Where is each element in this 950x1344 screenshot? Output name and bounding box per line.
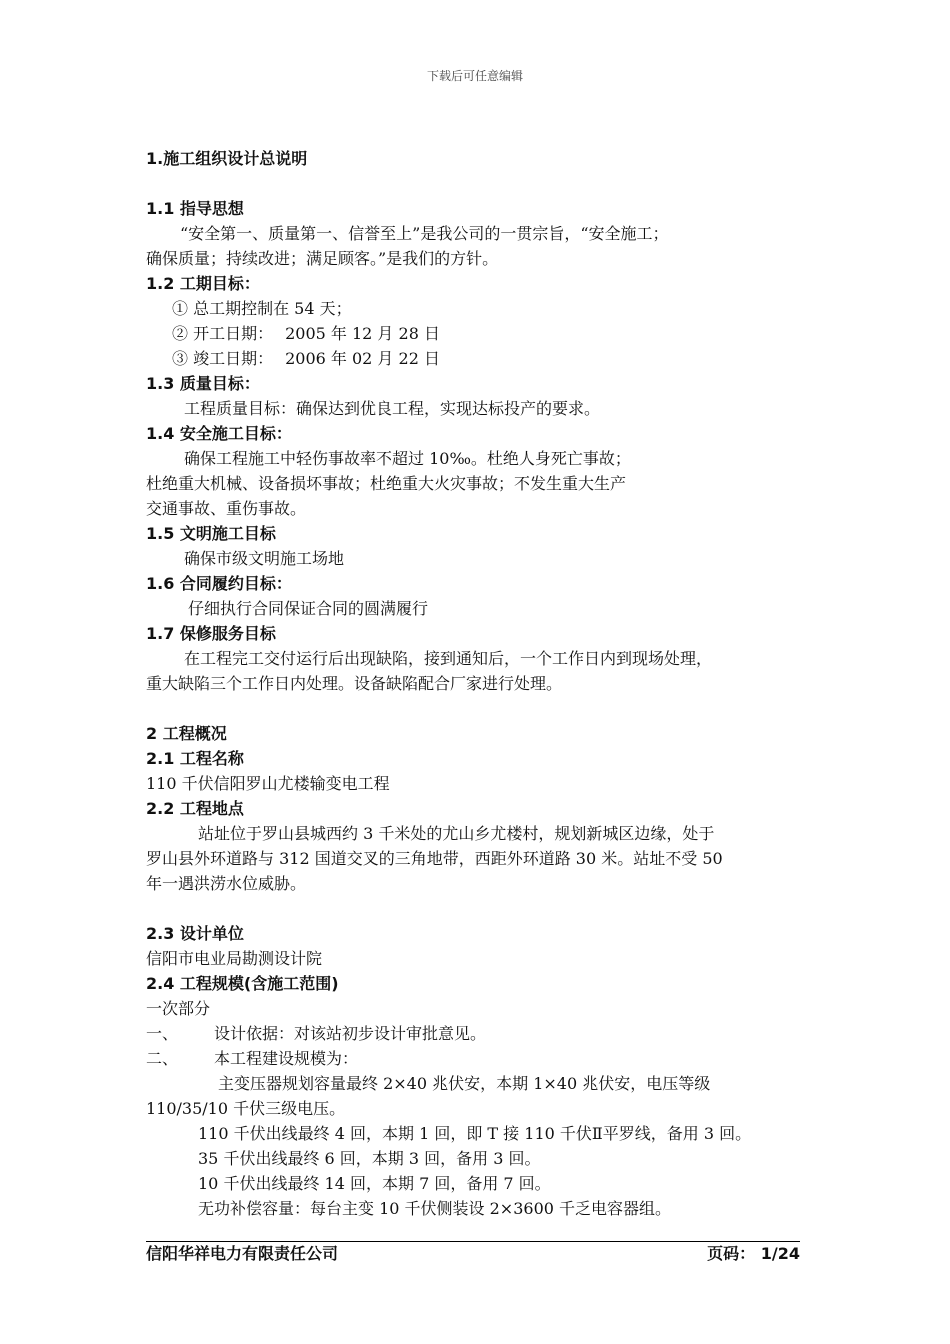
paragraph-1-7-line-2: 重大缺陷三个工作日内处理。设备缺陷配合厂家进行处理。: [146, 674, 563, 693]
completion-date-value: 2006 年 02 月 22 日: [285, 349, 440, 368]
paragraph-2-1: 110 千伏信阳罗山尤楼输变电工程: [146, 774, 390, 793]
paragraph-2-4-transformer-line-1: 主变压器规划容量最终 2×40 兆伏安，本期 1×40 兆伏安，电压等级: [218, 1074, 711, 1093]
document-body: [146, 146, 810, 1221]
heading-2-4: 2.4 工程规模(含施工范围): [146, 974, 339, 993]
paragraph-2-2-line-3: 年一遇洪涝水位威胁。: [146, 874, 307, 893]
paragraph-1-1-line-1: “安全第一、质量第一、信誉至上”是我公司的一贯宗旨，“安全施工；: [180, 224, 669, 243]
heading-1-5: 1.5 文明施工目标: [146, 524, 276, 543]
target-completion-date: [146, 346, 810, 371]
completion-date-label: ③ 竣工日期：: [172, 349, 274, 368]
paragraph-2-4-transformer-line-2: 110/35/10 千伏三级电压。: [146, 1099, 346, 1118]
list-item-2-text: 本工程建设规模为：: [214, 1049, 359, 1068]
heading-2-3: 2.3 设计单位: [146, 924, 244, 943]
start-date-label: ② 开工日期：: [172, 324, 274, 343]
paragraph-2-2-line-2: 罗山县外环道路与 312 国道交叉的三角地带，西距外环道路 30 米。站址不受 50: [146, 849, 723, 868]
start-date-value: 2005 年 12 月 28 日: [285, 324, 440, 343]
heading-1-6: 1.6 合同履约目标：: [146, 574, 292, 593]
paragraph-2-4-reactive: 无功补偿容量：每台主变 10 千伏侧装设 2×3600 千乏电容器组。: [198, 1199, 672, 1218]
list-item-1-text: 设计依据：对该站初步设计审批意见。: [214, 1024, 487, 1043]
paragraph-1-7-line-1: 在工程完工交付运行后出现缺陷，接到通知后，一个工作日内到现场处理，: [184, 649, 713, 668]
paragraph-1-4-line-3: 交通事故、重伤事故。: [146, 499, 307, 518]
paragraph-1-4-line-1: 确保工程施工中轻伤事故率不超过 10‰。杜绝人身死亡事故；: [184, 449, 631, 468]
section-2-title: 2 工程概况: [146, 724, 227, 743]
footer-page-number: 页码： 1/24: [707, 1244, 800, 1263]
paragraph-1-6: 仔细执行合同保证合同的圆满履行: [188, 599, 429, 618]
paragraph-1-3: 工程质量目标：确保达到优良工程，实现达标投产的要求。: [184, 399, 601, 418]
heading-1-4: 1.4 安全施工目标：: [146, 424, 292, 443]
watermark-text: 下载后可任意编辑: [426, 69, 523, 83]
heading-2-1: 2.1 工程名称: [146, 749, 244, 768]
heading-1-1: 1.1 指导思想: [146, 199, 244, 218]
target-total-duration: ① 总工期控制在 54 天；: [172, 299, 352, 318]
paragraph-2-4-110kv: 110 千伏出线最终 4 回，本期 1 回，即 T 接 110 千伏Ⅱ平罗线，备用 3 回。: [198, 1124, 752, 1143]
paragraph-1-5: 确保市级文明施工场地: [184, 549, 345, 568]
paragraph-2-2-line-1: 站址位于罗山县城西约 3 千米处的尤山乡尤楼村，规划新城区边缘，处于: [198, 824, 715, 843]
section-1-title: 1.施工组织设计总说明: [146, 149, 308, 168]
paragraph-1-1-line-2: 确保质量；持续改进；满足顾客。”是我们的方针。: [146, 249, 499, 268]
list-item-1-number: 一、: [146, 1024, 179, 1043]
footer-divider: [146, 1241, 800, 1242]
list-item-2: [146, 1046, 810, 1071]
paragraph-1-4-line-2: 杜绝重大机械、设备损坏事故；杜绝重大火灾事故；不发生重大生产: [146, 474, 627, 493]
heading-1-7: 1.7 保修服务目标: [146, 624, 276, 643]
page-footer: [146, 1243, 800, 1265]
paragraph-2-3: 信阳市电业局勘测设计院: [146, 949, 323, 968]
paragraph-2-4-10kv: 10 千伏出线最终 14 回，本期 7 回，备用 7 回。: [198, 1174, 551, 1193]
heading-1-2: 1.2 工期目标：: [146, 274, 260, 293]
list-item-2-number: 二、: [146, 1049, 179, 1068]
list-item-1: [146, 1021, 810, 1046]
target-start-date: [146, 321, 810, 346]
paragraph-2-4-primary: 一次部分: [146, 999, 211, 1018]
footer-company: 信阳华祥电力有限责任公司: [146, 1244, 339, 1263]
paragraph-2-4-35kv: 35 千伏出线最终 6 回，本期 3 回，备用 3 回。: [198, 1149, 541, 1168]
heading-1-3: 1.3 质量目标：: [146, 374, 260, 393]
heading-2-2: 2.2 工程地点: [146, 799, 244, 818]
